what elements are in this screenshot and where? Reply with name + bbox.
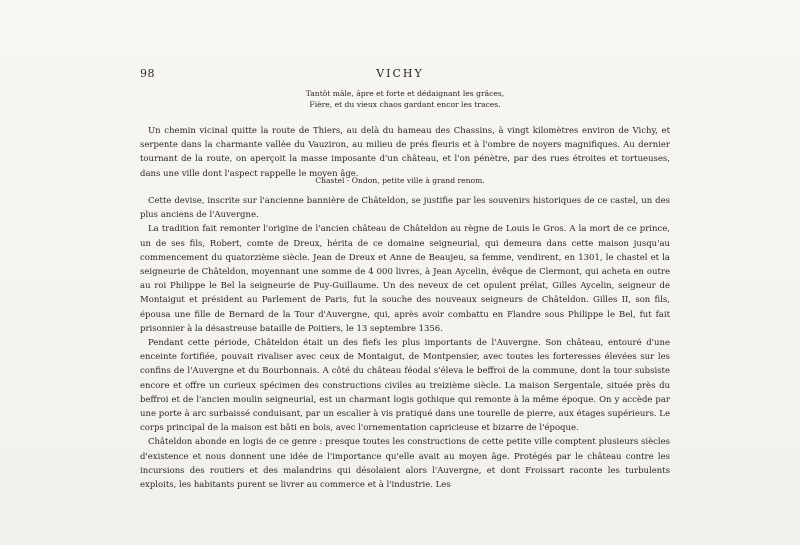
epigraph <box>0 88 800 110</box>
intro-paragraph: Un chemin vicinal quitte la route de Thiers, au delà du hameau des Chassins, à vingt kilomètres environ de Vichy, et serpente dans la charmante vallée du Vauziron, au milieu de prés fleuris et à l'ombre de noyers magnifiques. Au dernier tournant de la route, on aperçoit la masse imposante d'un château, et l'on pénètre, par des rues étroites et tortueuses, dans une ville dont l'aspect rappelle le moyen âge. <box>140 126 670 179</box>
paragraph-1: Cette devise, inscrite sur l'ancienne bannière de Châteldon, se justifie par les souvenirs historiques de ce castel, un des plus anciens de l'Auvergne. <box>140 196 670 221</box>
epigraph-line-2: Fière, et du vieux chaos gardant encor les traces. <box>309 100 501 109</box>
paragraph-3: Pendant cette période, Châteldon était un des fiefs les plus importants de l'Auvergne. Son château, entouré d'une enceinte fortifiée, pouvait rivaliser avec ceux de Montaigut, de Montpensier, avec toutes les forteresses élevées sur les confins de l'Auvergne et du Bourbonnais. A côté du château féodal s'éleva le beffroi de la commune, dont la tour subsiste encore et offre un curieux spécimen des constructions civiles au treizième siècle. La maison Sergentale, située près du beffroi et de l'ancien moulin seigneurial, est un charmant logis gothique qui remonte à la même époque. On y accède par une porte à arc surbaissé conduisant, par un escalier à vis pratiqué dans une tourelle de pierre, aux étages supérieurs. Le corps principal de la maison est bâti en bois, avec l'ornementation capricieuse et bizarre de l'époque. <box>140 338 670 434</box>
main-text <box>140 194 670 492</box>
intro-text <box>140 124 670 181</box>
page-number: 98 <box>140 67 155 80</box>
paragraph-4: Châteldon abonde en logis de ce genre : presque toutes les constructions de cette petite ville comptent plusieurs siècles d'existence et nous donnent une idée de l'importance qu'elle avait au moyen âge. Protégés par le château contre les incursions des routiers et des malandrins qui désolaient alors l'Auvergne, et dont Froissart raconte les turbulents exploits, les habitants purent se livrer au commerce et à l'industrie. Les <box>140 437 670 491</box>
running-head: VICHY <box>376 67 424 80</box>
motto-line: Chastel - Ondon, petite ville à grand renom. <box>315 176 485 185</box>
paragraph-2: La tradition fait remonter l'origine de l'ancien château de Châteldon au règne de Louis le Gros. A la mort de ce prince, un de ses fils, Robert, comte de Dreux, hérita de ce domaine seigneurial, qui demeura dans cette maison jusqu'au commencement du quatorzième siècle. Jean de Dreux et Anne de Beaujeu, sa femme, vendirent, en 1301, le chastel et la seigneurie de Châteldon, moyennant une somme de 4 000 livres, à Jean Aycelin, évêque de Clermont, qui acheta en outre au roi Philippe le Bel la seigneurie de Puy-Guillaume. Un des neveux de cet opulent prélat, Gilles Aycelin, seigneur de Montaigut et président au Parlement de Paris, fut la souche des nouveaux seigneurs de Châteldon. Gilles II, son fils, épousa une fille de Bernard de la Tour d'Auvergne, qui, après avoir combattu en Flandre sous Philippe le Bel, fut fait prisonnier à la désastreuse bataille de Poitiers, le 13 septembre 1356. <box>140 224 670 334</box>
epigraph-line-1: Tantôt mâle, âpre et forte et dédaignant les grâces, <box>305 89 505 98</box>
